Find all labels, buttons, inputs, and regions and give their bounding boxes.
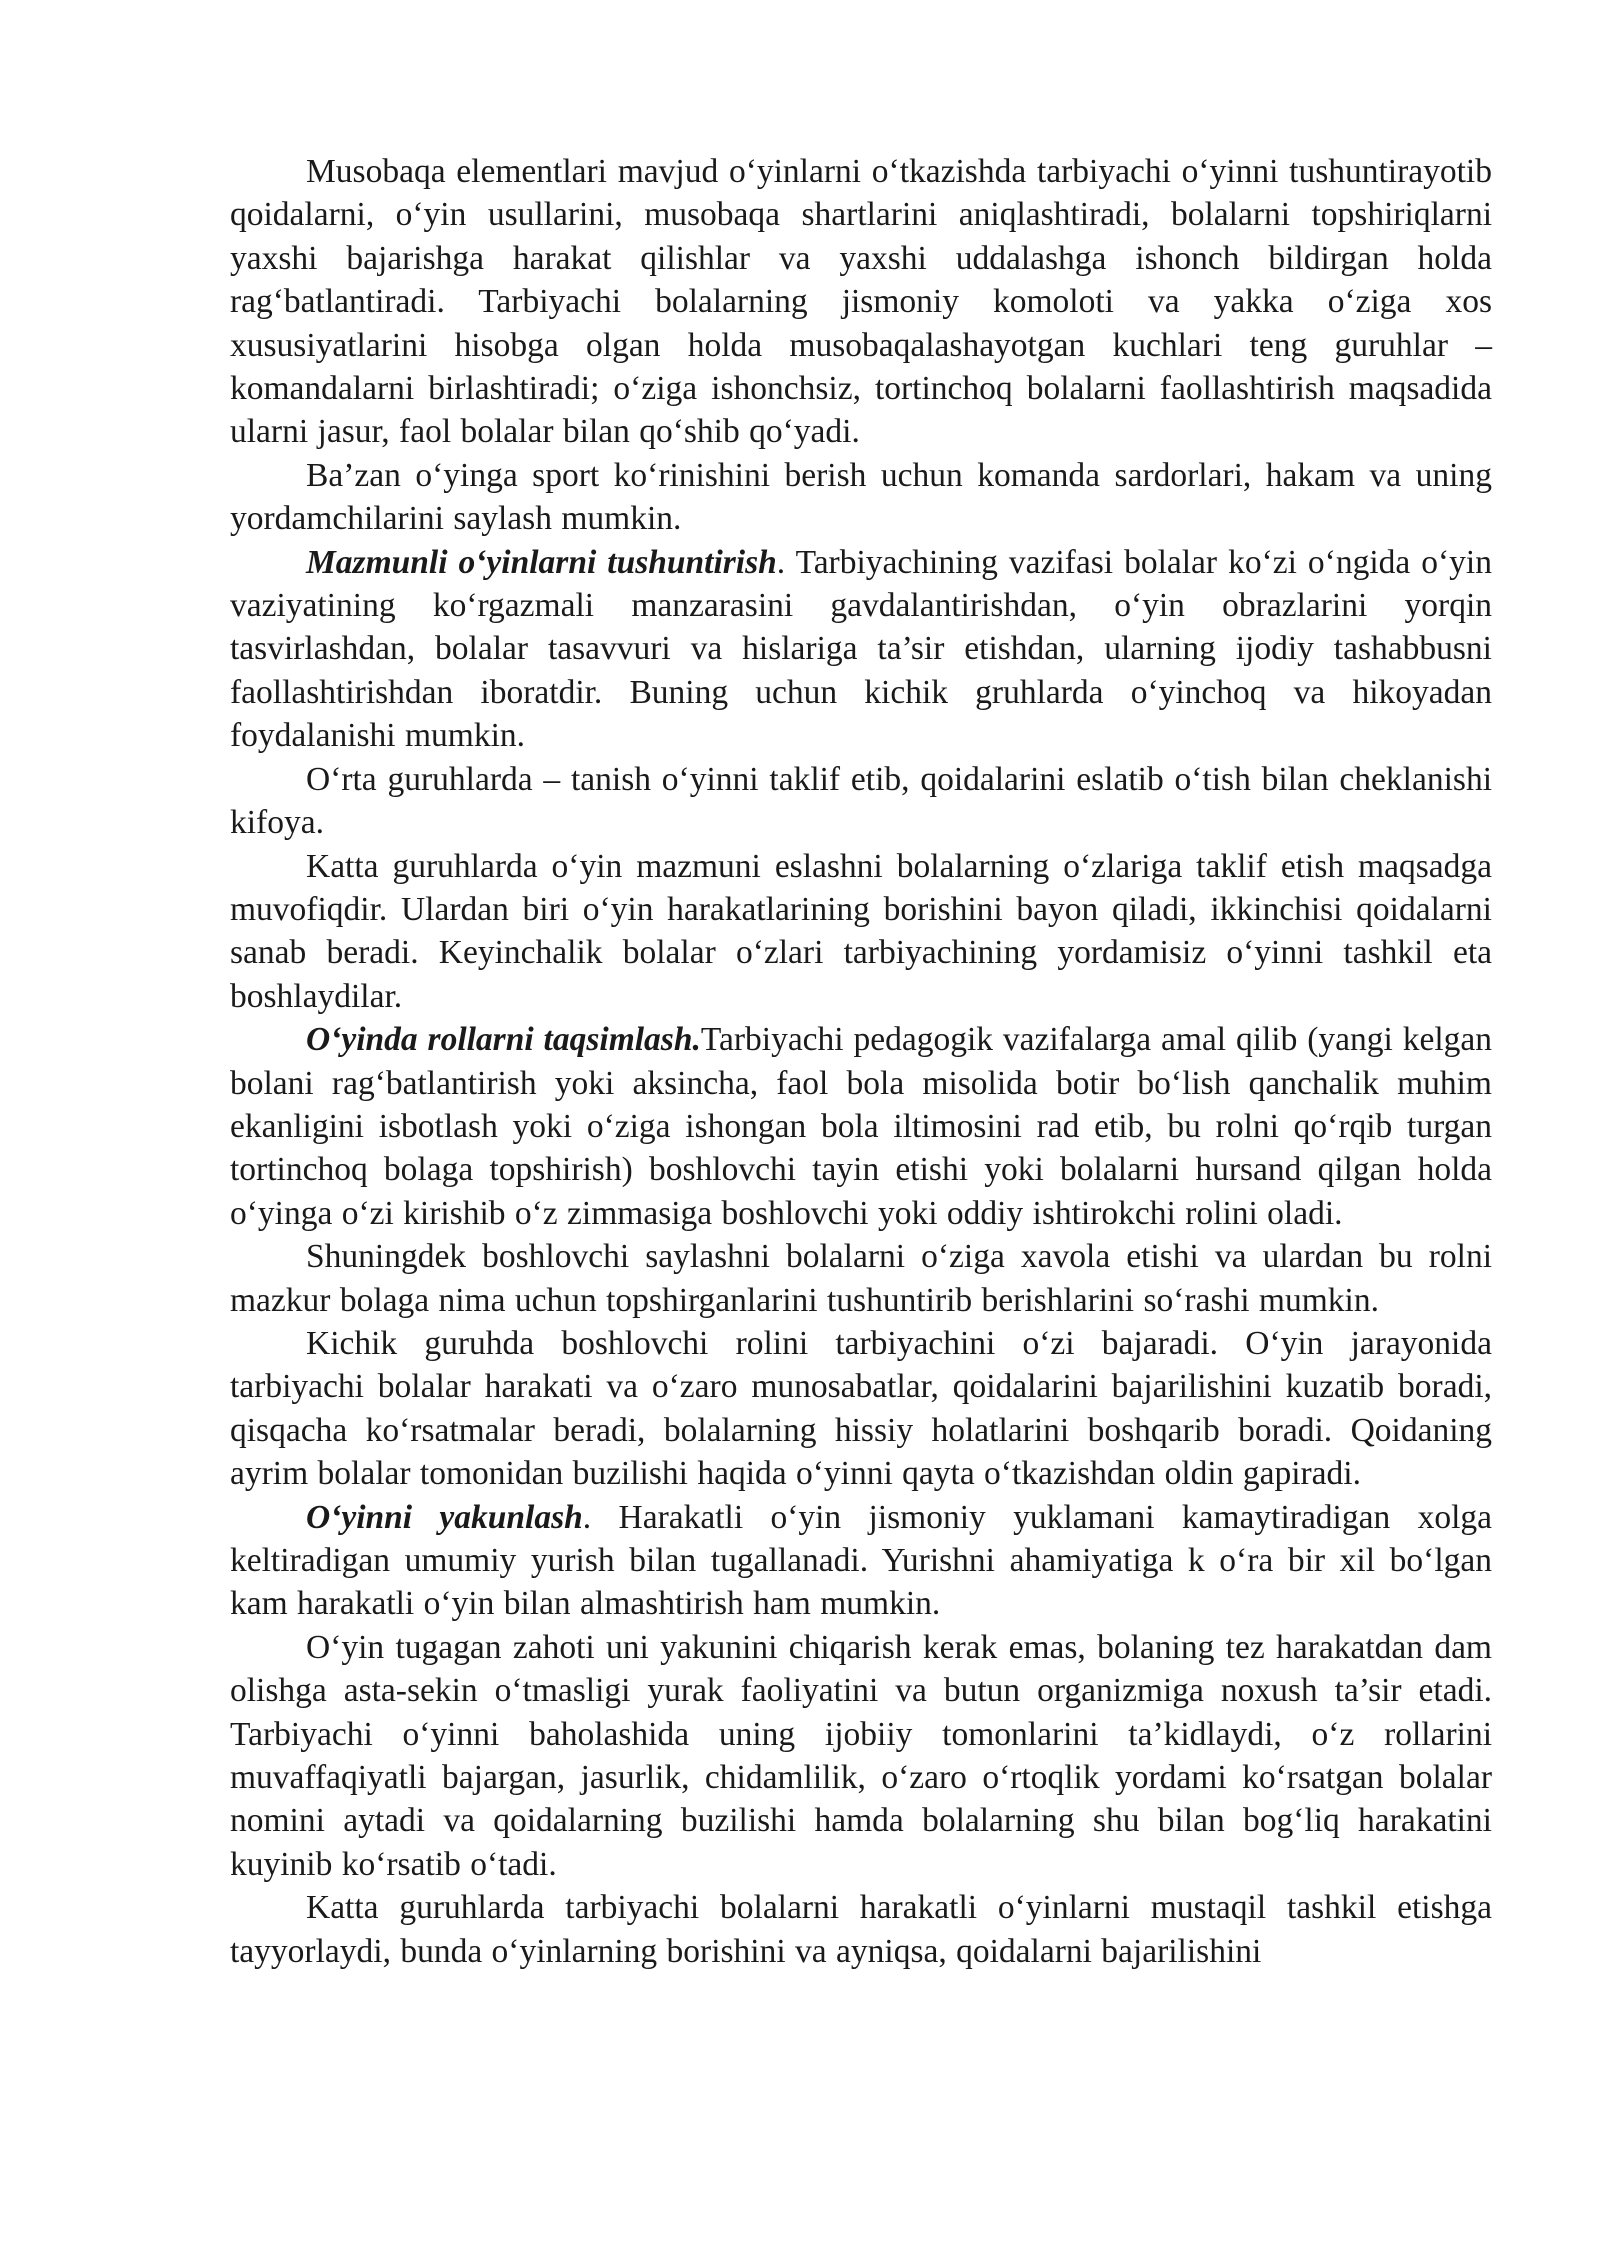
paragraph-text: Katta guruhlarda o‘yin mazmuni eslashni bolalarning o‘zlariga taklif etish maqsadga muvofiqdir. Ulardan biri o‘yin harakatlarining borishini bayon qiladi, ikkinchisi qoidalarni sanab beradi. Keyinchalik bolalar o‘zlari tarbiyachining yordamisiz o‘yinni tashkil eta boshlaydilar. <box>230 847 1492 1015</box>
paragraph-8 <box>230 1322 1492 1496</box>
paragraph-5 <box>230 845 1492 1019</box>
paragraph-text: Tarbiyachi pedagogik vazifalarga amal qilib (yangi kelgan bolani rag‘batlantirish yoki aksincha, faol bola misolida botir bo‘lish qanchalik muhim ekanligini isbotlash yoki o‘ziga ishongan bola iltimosini rad etib, bu rolni qo‘rqib turgan tortinchoq bolaga topshirish) boshlovchi tayin etishi yoki bolalarni hursand qilgan holda o‘yinga o‘zi kirishib o‘z zimmasiga boshlovchi yoki oddiy ishtirokchi rolini oladi. <box>230 1021 1492 1232</box>
paragraph-11 <box>230 1886 1492 1973</box>
document-page <box>230 150 1492 1973</box>
paragraph-6 <box>230 1018 1492 1235</box>
section-heading: Mazmunli o‘yinlarni tushuntirish <box>306 543 777 581</box>
paragraph-text: . Harakatli o‘yin jismoniy yuklamani kamaytiradigan xolga keltiradigan umumiy yurish bilan tugallanadi. Yurishni ahamiyatiga k o‘ra bir xil bo‘lgan kam harakatli o‘yin bilan almashtirish ham mumkin. <box>230 1498 1492 1623</box>
paragraph-text: Ba’zan o‘yinga sport ko‘rinishini berish uchun komanda sardorlari, hakam va uning yordamchilarini saylash mumkin. <box>230 456 1492 538</box>
paragraph-7 <box>230 1235 1492 1322</box>
paragraph-10 <box>230 1626 1492 1886</box>
paragraph-text: Shuningdek boshlovchi saylashni bolalarni o‘ziga xavola etishi va ulardan bu rolni mazkur bolaga nima uchun topshirganlarini tushuntirib berishlarini so‘rashi mumkin. <box>230 1238 1492 1319</box>
paragraph-4 <box>230 758 1492 845</box>
paragraph-text: . Tarbiyachining vazifasi bolalar ko‘zi o‘ngida o‘yin vaziyatining ko‘rgazmali manzarasini gavdalantirishdan, o‘yin obrazlarini yorqin tasvirlashdan, bolalar tasavvuri va hislariga ta’sir etishdan, ularning ijodiy tashabbusni faollashtirishdan iboratdir. Buning uchun kichik gruhlarda o‘yinchoq va hikoyadan foydalanishi mumkin. <box>230 543 1492 755</box>
paragraph-text: Katta guruhlarda tarbiyachi bolalarni harakatli o‘yinlarni mustaqil tashkil etishga tayyorlaydi, bunda o‘yinlarning borishini va ayniqsa, qoidalarni bajarilishini <box>230 1889 1492 1970</box>
section-heading: O‘yinni yakunlash <box>306 1498 583 1536</box>
paragraph-text: O‘yin tugagan zahoti uni yakunini chiqarish kerak emas, bolaning tez harakatdan dam olishga asta-sekin o‘tmasligi yurak faoliyatini va butun organizmiga noxush ta’sir etadi. Tarbiyachi o‘yinni baholashida uning ijobiiy tomonlarini ta’kidlaydi, o‘z rollarini muvaffaqiyatli bajargan, jasurlik, chidamlilik, o‘zaro o‘rtoqlik yordami ko‘rsatgan bolalar nomini aytadi va qoidalarning buzilishi hamda bolalarning shu bilan bog‘liq harakatini kuyinib ko‘rsatib o‘tadi. <box>230 1628 1492 1883</box>
paragraph-9 <box>230 1496 1492 1626</box>
section-heading: O‘yinda rollarni taqsimlash. <box>306 1021 701 1059</box>
paragraph-text: Kichik guruhda boshlovchi rolini tarbiyachini o‘zi bajaradi. O‘yin jarayonida tarbiyachi bolalar harakati va o‘zaro munosabatlar, qoidalarini bajarilishini kuzatib boradi, qisqacha ko‘rsatmalar beradi, bolalarning hissiy holatlarini boshqarib boradi. Qoidaning ayrim bolalar tomonidan buzilishi haqida o‘yinni qayta o‘tkazishdan oldin gapiradi. <box>230 1324 1492 1493</box>
paragraph-text: Musobaqa elementlari mavjud o‘yinlarni o‘tkazishda tarbiyachi o‘yinni tushuntirayotib qoidalarni, o‘yin usullarini, musobaqa shartlarini aniqlashtiradi, bolalarni topshiriqlarni yaxshi bajarishga harakat qilishlar va yaxshi uddalashga ishonch bildirgan holda rag‘batlantiradi. Tarbiyachi bolalarning jismoniy komoloti va yakka o‘ziga xos xususiyatlarini hisobga olgan holda musobaqalashayotgan kuchlari teng guruhlar – komandalarni birlashtiradi; o‘ziga ishonchsiz, tortinchoq bolalarni faollashtirish maqsadida ularni jasur, faol bolalar bilan qo‘shib qo‘yadi. <box>230 153 1492 451</box>
paragraph-2 <box>230 454 1492 541</box>
paragraph-3 <box>230 541 1492 758</box>
paragraph-text: O‘rta guruhlarda – tanish o‘yinni taklif etib, qoidalarini eslatib o‘tish bilan cheklanishi kifoya. <box>230 760 1492 842</box>
paragraph-1 <box>230 150 1492 454</box>
